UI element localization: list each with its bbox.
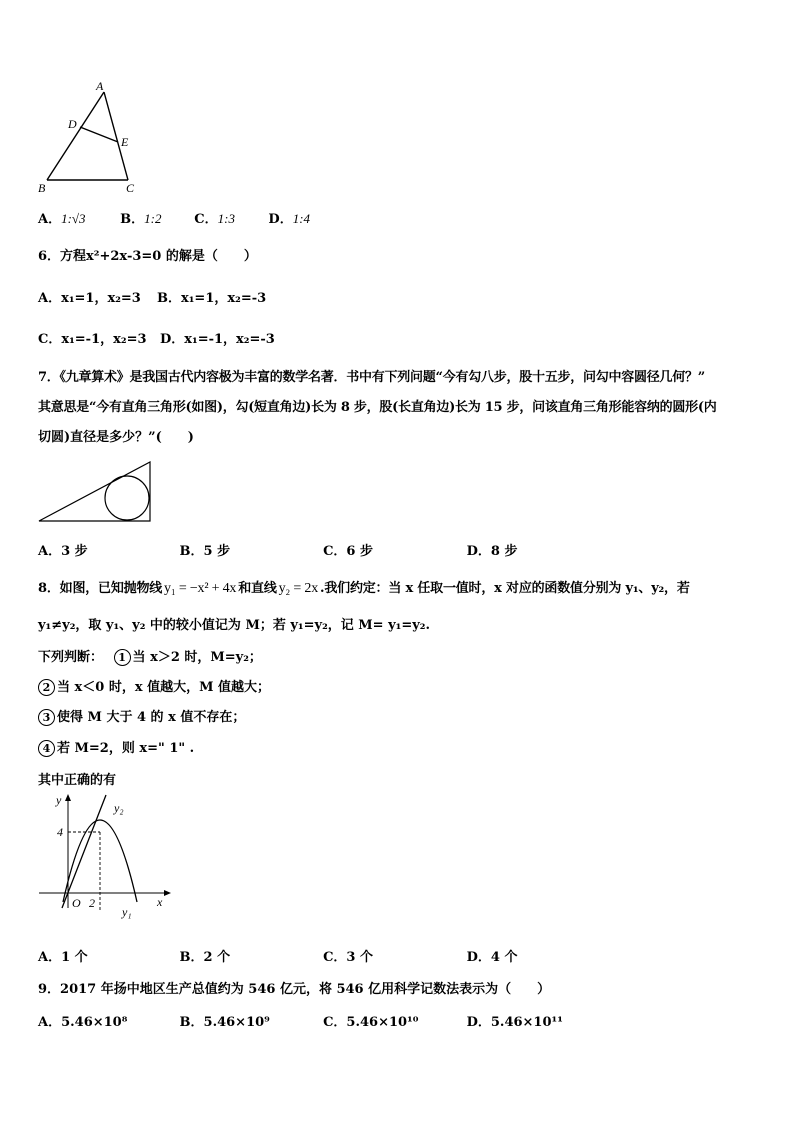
q8-judge-2-num: 2 xyxy=(38,679,55,696)
y-axis-arrow xyxy=(65,794,71,801)
q8-judge-4-num: 4 xyxy=(38,740,55,757)
q8-option-b[interactable]: B．2 个 xyxy=(179,950,231,965)
right-triangle-incircle-figure xyxy=(36,458,156,528)
q8-judge-4: 若 M=2，则 x=" 1" . xyxy=(57,741,195,756)
q6-option-d[interactable]: D．x₁=-1，x₂=-3 xyxy=(160,332,275,347)
vertex-label-a: A xyxy=(96,79,104,93)
q8-judge-label: 下列判断： xyxy=(38,650,104,665)
triangle-figure xyxy=(30,76,150,201)
segment-de xyxy=(80,127,118,142)
q8-judge-line xyxy=(38,646,262,666)
q8-judge-3-num: 3 xyxy=(38,709,55,726)
tick-label-2: 2 xyxy=(89,896,95,910)
q8-judge-3: 使得 M 大于 4 的 x 值不存在； xyxy=(57,710,246,725)
tick-label-4: 4 xyxy=(57,825,63,839)
q5-option-d[interactable]: D．1:4 xyxy=(268,211,311,227)
vertex-label-c: C xyxy=(126,181,135,195)
q6-option-c[interactable]: C．x₁=-1，x₂=3 xyxy=(38,332,147,347)
q8-option-d[interactable]: D．4 个 xyxy=(466,950,518,965)
q8-judge-2-line xyxy=(38,676,270,696)
q8-correct-prompt: 其中正确的有 xyxy=(38,773,117,788)
incircle xyxy=(105,476,149,520)
q8-judge-4-line xyxy=(38,737,194,757)
q8-function-graph xyxy=(36,790,176,920)
q7-line-1: 7．《九章算术》是我国古代内容极为丰富的数学名著．书中有下列问题“今有勾八步，股十五步，问勾中容圆径几何？” xyxy=(38,370,706,385)
q9-options xyxy=(38,1011,563,1030)
q5-option-a[interactable]: A．1:√3 xyxy=(38,211,86,227)
q9-option-a[interactable]: A．5.46×10⁸ xyxy=(38,1015,128,1030)
x-axis-label: x xyxy=(157,895,163,909)
vertex-label-e: E xyxy=(121,135,129,149)
q7-option-b[interactable]: B．5 步 xyxy=(179,544,231,559)
q5-options xyxy=(38,208,310,227)
q8-func-2: y₂ = 2x xyxy=(278,581,319,596)
q7-line-2: 其意思是“今有直角三角形(如图)，勾(短直角边)长为 8 步，股(长直角边)长为 15 步，问该直角三角形能容纳的圆形(内 xyxy=(38,400,717,415)
y1-label: y₁ xyxy=(122,905,132,919)
q8-judge-1: 当 x＞2 时，M=y₂； xyxy=(132,650,262,665)
q8-option-a[interactable]: A．1 个 xyxy=(38,950,88,965)
q8-line-1-post: .我们约定：当 x 任取一值时，x 对应的函数值分别为 y₁、y₂，若 xyxy=(320,581,690,596)
y2-label: y₂ xyxy=(114,801,124,815)
q6-option-b[interactable]: B．x₁=1，x₂=-3 xyxy=(157,291,267,306)
q8-line-1-mid: 和直线 xyxy=(238,581,277,596)
q8-line-1 xyxy=(38,577,690,597)
q9-option-c[interactable]: C．5.46×10¹⁰ xyxy=(323,1015,419,1030)
vertex-label-d: D xyxy=(68,117,77,131)
q9-option-b[interactable]: B．5.46×10⁹ xyxy=(179,1015,270,1030)
q8-line-1-pre: 8．如图，已知抛物线 xyxy=(38,581,163,596)
q7-options xyxy=(38,540,517,559)
q7-option-d[interactable]: D．8 步 xyxy=(466,544,518,559)
q8-options xyxy=(38,946,517,965)
x-axis-arrow xyxy=(164,890,171,896)
q7-option-a[interactable]: A．3 步 xyxy=(38,544,88,559)
q8-line-2: y₁≠y₂，取 y₁、y₂ 中的较小值记为 M；若 y₁=y₂，记 M= y₁=y₂. xyxy=(38,618,431,633)
q8-judge-1-num: 1 xyxy=(114,649,131,666)
q8-judge-3-line xyxy=(38,706,245,726)
q9-stem: 9．2017 年扬中地区生产总值约为 546 亿元，将 546 亿用科学记数法表示为（ ） xyxy=(38,982,551,997)
q8-option-c[interactable]: C．3 个 xyxy=(323,950,373,965)
vertex-label-b: B xyxy=(38,181,46,195)
q5-option-c[interactable]: C．1:3 xyxy=(194,211,235,227)
q8-func-1: y₁ = −x² + 4x xyxy=(164,581,237,596)
origin-label: O xyxy=(72,896,81,910)
line-y2 xyxy=(62,795,106,908)
q6-option-a[interactable]: A．x₁=1，x₂=3 xyxy=(38,291,141,306)
q7-line-3: 切圆)直径是多少？”( ) xyxy=(38,430,194,445)
right-triangle xyxy=(39,462,150,521)
q8-judge-2: 当 x＜0 时，x 值越大，M 值越大； xyxy=(57,680,271,695)
q6-stem: 6．方程x²+2x-3=0 的解是（ ） xyxy=(38,249,257,264)
q7-option-c[interactable]: C．6 步 xyxy=(323,544,373,559)
edge-ab xyxy=(47,92,104,180)
q5-option-b[interactable]: B．1:2 xyxy=(120,211,162,227)
q9-option-d[interactable]: D．5.46×10¹¹ xyxy=(466,1015,563,1030)
y-axis-label: y xyxy=(56,793,62,807)
